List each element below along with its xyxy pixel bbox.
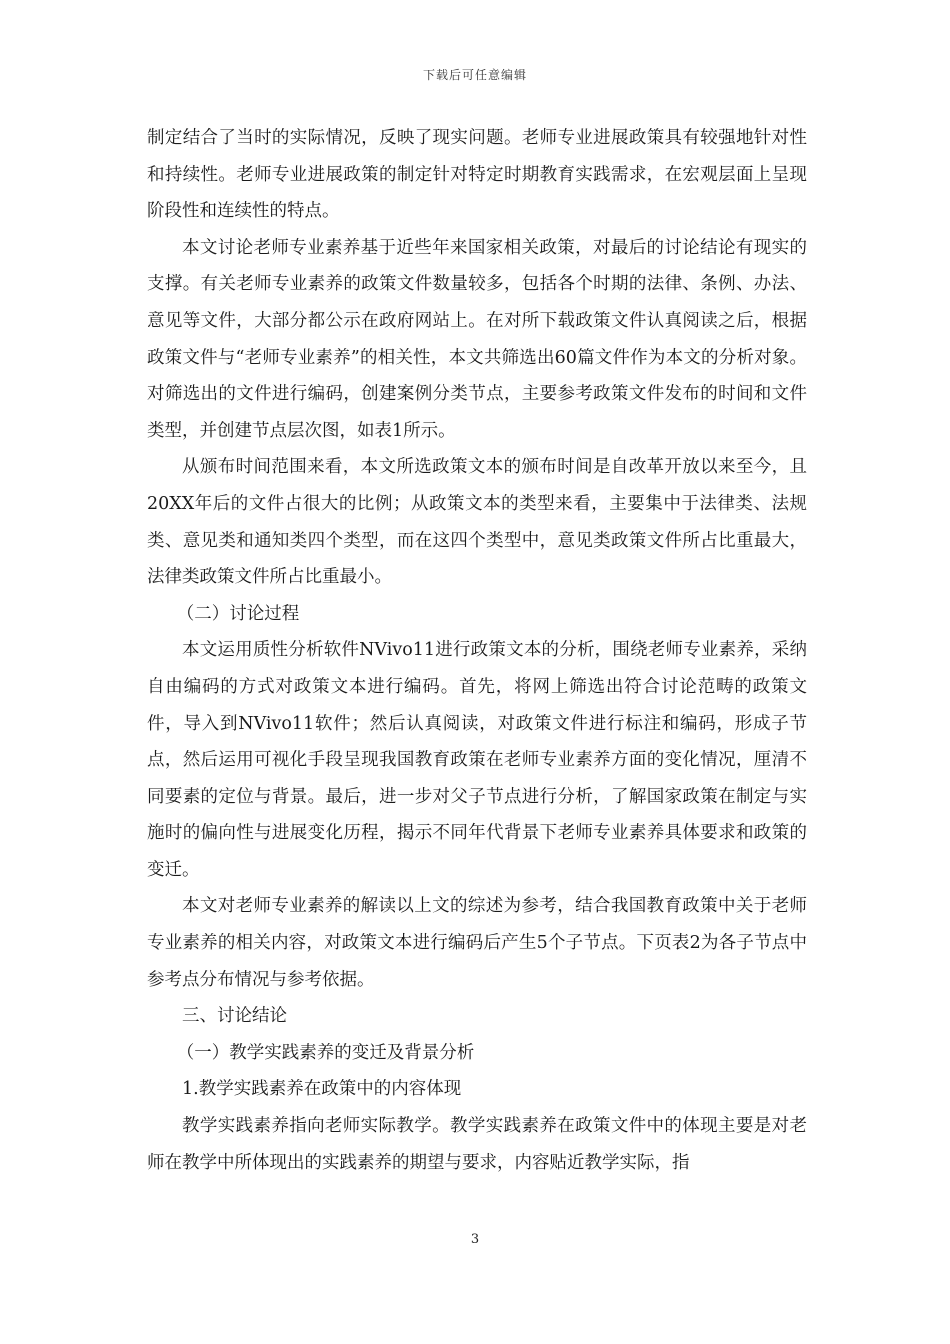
document-body [147,120,807,1181]
section-heading-conclusions: 三、讨论结论 [182,1006,287,1027]
paragraph-2: 本文讨论老师专业素养基于近些年来国家相关政策，对最后的讨论结论有现实的支撑。有关老师专业素养的政策文件数量较多，包括各个时期的法律、条例、办法、意见等文件，大部分都公示在政府网站上。在对所下载政策文件认真阅读之后，根据政策文件与“老师专业素养”的相关性，本文共筛选出60篇文件作为本文的分析对象。对筛选出的文件进行编码，创建案例分类节点，主要参考政策文件发布的时间和文件类型，并创建节点层次图，如表1所示。 [147,237,807,441]
paragraph-6: 教学实践素养指向老师实际教学。教学实践素养在政策文件中的体现主要是对老师在教学中所体现出的实践素养的期望与要求，内容贴近教学实际，指 [147,1116,807,1173]
section-heading-teaching-practice: （一）教学实践素养的变迁及背景分析 [176,1042,475,1063]
section-heading-research-process: （二）讨论过程 [176,603,300,624]
paragraph-3: 从颁布时间范围来看，本文所选政策文本的颁布时间是自改革开放以来至今，且20XX年后的文件占很大的比例；从政策文本的类型来看，主要集中于法律类、法规类、意见类和通知类四个类型，而在这四个类型中，意见类政策文件所占比重最大，法律类政策文件所占比重最小。 [147,457,807,588]
subsection-heading-policy-content: 1.教学实践素养在政策中的内容体现 [182,1079,462,1100]
page-header: 下载后可任意编辑 [422,68,527,82]
page-number: 3 [470,1232,480,1247]
paragraph-5: 本文对老师专业素养的解读以上文的综述为参考，结合我国教育政策中关于老师专业素养的相关内容，对政策文本进行编码后产生5个子节点。下页表2为各子节点中参考点分布情况与参考依据。 [147,896,807,990]
paragraph-1: 制定结合了当时的实际情况，反映了现实问题。老师专业进展政策具有较强地针对性和持续性。老师专业进展政策的制定针对特定时期教育实践需求，在宏观层面上呈现阶段性和连续性的特点。 [147,128,807,222]
paragraph-4: 本文运用质性分析软件NVivo11进行政策文本的分析，围绕老师专业素养，采纳自由编码的方式对政策文本进行编码。首先，将网上筛选出符合讨论范畴的政策文件，导入到NVivo11软件；然后认真阅读，对政策文件进行标注和编码，形成子节点，然后运用可视化手段呈现我国教育政策在老师专业素养方面的变化情况，厘清不同要素的定位与背景。最后，进一步对父子节点进行分析，了解国家政策在制定与实施时的偏向性与进展变化历程，揭示不同年代背景下老师专业素养具体要求和政策的变迁。 [147,640,807,880]
